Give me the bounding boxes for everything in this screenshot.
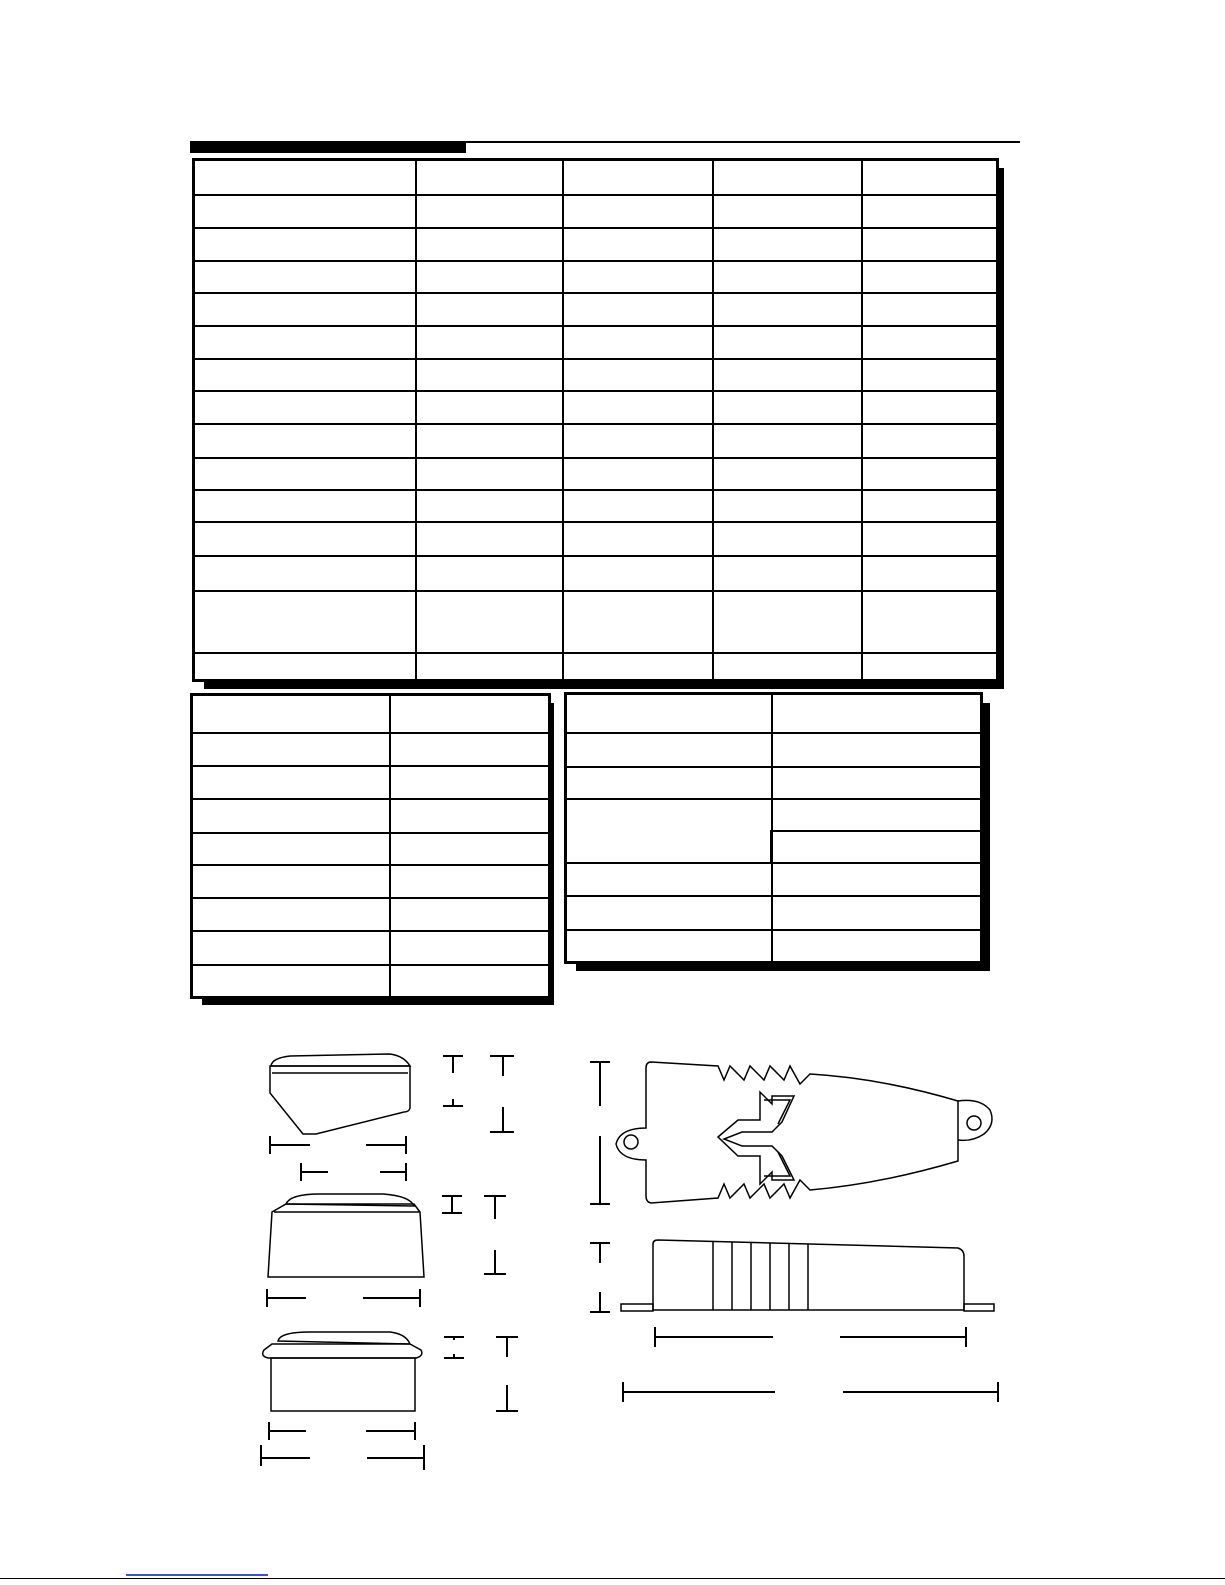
- footer-link[interactable]: [126, 1574, 268, 1576]
- side-view-unit-1: [270, 1054, 410, 1134]
- footer-rule: [0, 1578, 1225, 1579]
- dimension-lines-unit-3: [261, 1337, 518, 1470]
- dimension-lines-unit-1: [270, 1056, 514, 1181]
- dimension-lines-side-view: [590, 1243, 998, 1402]
- side-view-unit-2: [268, 1194, 424, 1277]
- dimension-lines-top-view: [590, 1062, 610, 1204]
- side-view-plate: [621, 1240, 994, 1311]
- side-view-unit-3: [263, 1332, 422, 1411]
- top-view-plate: [616, 1062, 992, 1203]
